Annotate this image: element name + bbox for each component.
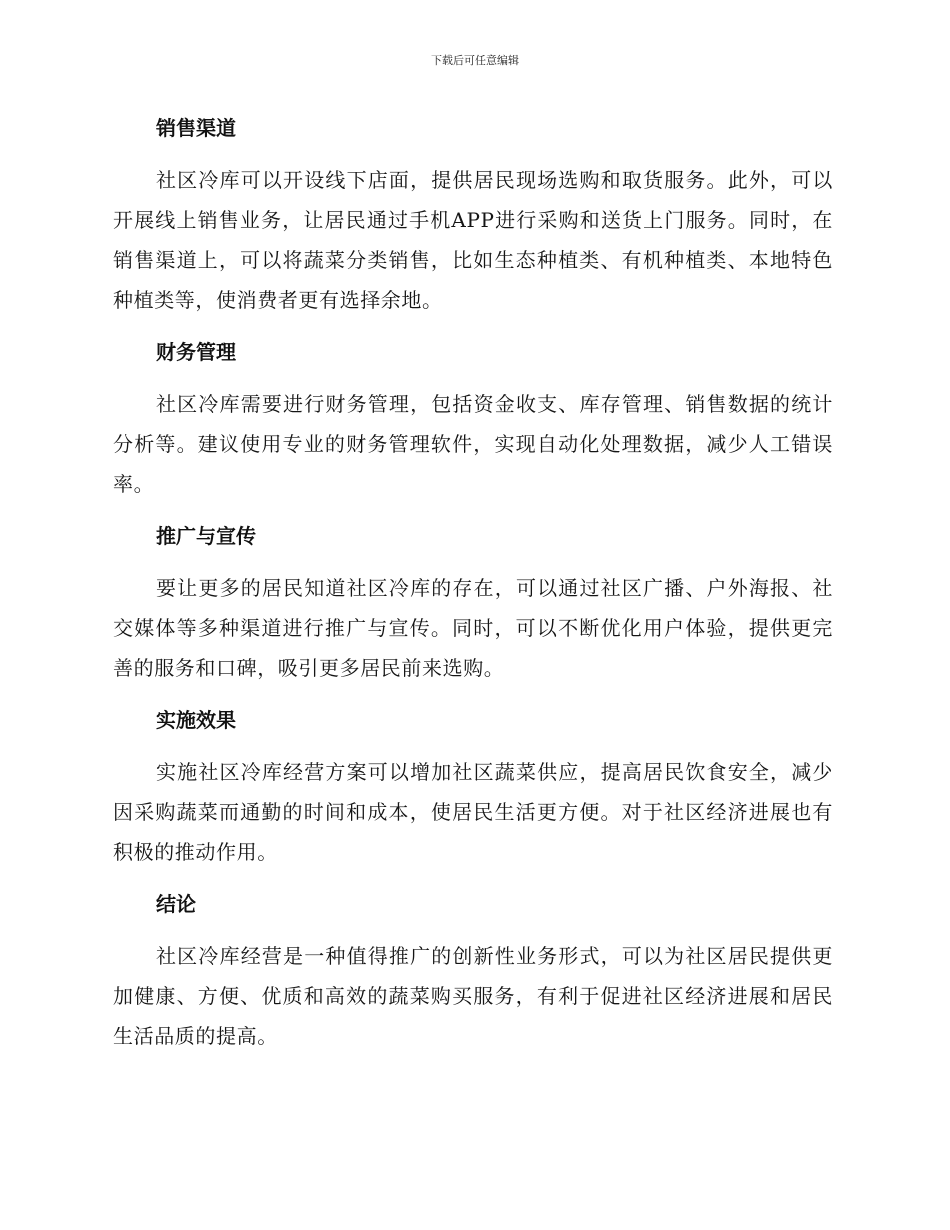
section-heading: 结论 [156,892,196,916]
section-implementation-effect [113,700,833,872]
section-promotion [113,516,833,688]
section-heading: 销售渠道 [156,116,236,140]
document-content [113,108,833,1056]
section-sales-channels [113,108,833,320]
section-paragraph: 社区冷库需要进行财务管理，包括资金收支、库存管理、销售数据的统计分析等。建议使用专业的财务管理软件，实现自动化处理数据，减少人工错误率。 [113,392,833,496]
section-heading: 推广与宣传 [156,524,256,548]
section-financial-management [113,332,833,504]
section-paragraph: 社区冷库可以开设线下店面，提供居民现场选购和取货服务。此外，可以开展线上销售业务，让居民通过手机APP进行采购和送货上门服务。同时，在销售渠道上，可以将蔬菜分类销售，比如生态种植类、有机种植类、本地特色种植类等，使消费者更有选择余地。 [113,168,833,312]
section-heading: 实施效果 [156,708,236,732]
section-paragraph: 实施社区冷库经营方案可以增加社区蔬菜供应，提高居民饮食安全，减少因采购蔬菜而通勤的时间和成本，使居民生活更方便。对于社区经济进展也有积极的推动作用。 [113,760,833,864]
section-paragraph: 要让更多的居民知道社区冷库的存在，可以通过社区广播、户外海报、社交媒体等多种渠道进行推广与宣传。同时，可以不断优化用户体验，提供更完善的服务和口碑，吸引更多居民前来选购。 [113,576,833,680]
section-conclusion [113,884,833,1056]
page-header: 下载后可任意编辑 [431,54,519,67]
section-heading: 财务管理 [156,340,236,364]
section-paragraph: 社区冷库经营是一种值得推广的创新性业务形式，可以为社区居民提供更加健康、方便、优质和高效的蔬菜购买服务，有利于促进社区经济进展和居民生活品质的提高。 [113,944,833,1048]
